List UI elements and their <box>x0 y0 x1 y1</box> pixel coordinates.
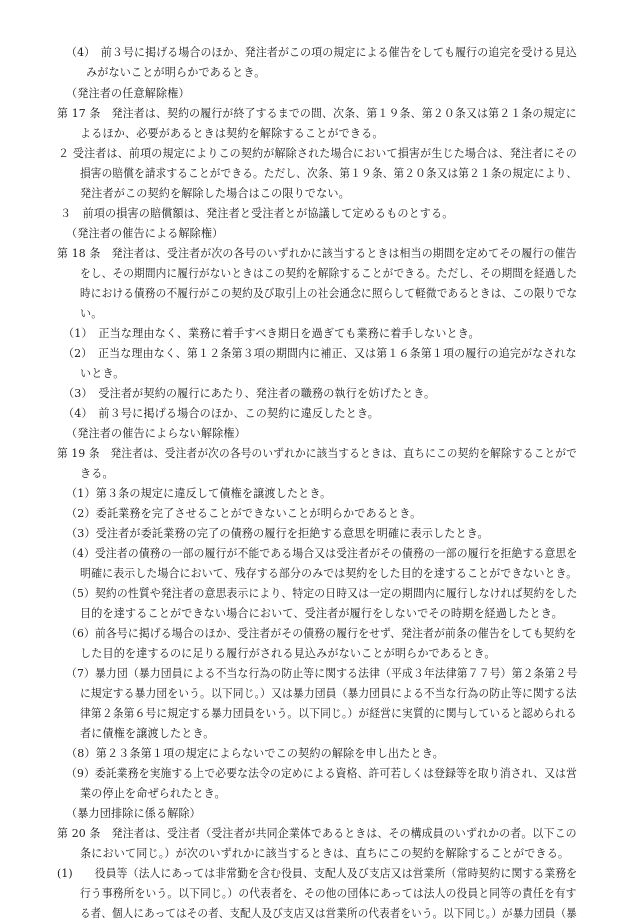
text-line: （7）暴力団（暴力団員による不当な行為の防止等に関する法律（平成３年法律第７７号）第２条第２号 <box>66 667 578 680</box>
text-line: きる。 <box>80 467 114 480</box>
text-line: （4） 前３号に掲げる場合のほか、発注者がこの項の規定による催告をしても履行の追完を受ける見込 <box>66 46 577 59</box>
text-line: 業の停止を命ぜられたとき。 <box>80 787 226 800</box>
text-line: （発注者の催告によらない解除権） <box>66 427 246 440</box>
text-line: 発注者がこの契約を解除した場合はこの限りでない。 <box>80 187 350 200</box>
text-line: （8）第２３条第１項の規定によらないでこの契約の解除を申し出たとき。 <box>66 747 444 760</box>
text-line: （2） 正当な理由なく、第１２条第３項の期間内に補正、又は第１６条第１項の履行の追完がなされな <box>63 347 577 360</box>
text-line: （3） 受注者が契約の履行にあたり、発注者の職務の執行を妨げたとき。 <box>63 387 436 400</box>
text-line: 第 18 条 発注者は、受注者が次の各号のいずれかに該当するときは相当の期間を定めてその履行の催告 <box>57 247 577 260</box>
text-line: 目的を達することができない場合において、受注者が履行をしないでその時期を経過したとき。 <box>80 607 563 620</box>
text-line: 律第２条第６号に規定する暴力団員をいう。以下同じ。）が経営に実質的に関与していると認められる <box>80 707 577 720</box>
text-line: ３ 前項の損害の賠償額は、発注者と受注者とが協議して定めるものとする。 <box>60 207 454 220</box>
text-line: をし、その期間内に履行がないときはこの契約を解除することができる。ただし、その期間を経過した <box>80 267 578 280</box>
text-line: 第 20 条 発注者は、受注者（受注者が共同企業体であるときは、その構成員のいずれかの者。以下この <box>57 827 577 840</box>
text-line: いとき。 <box>80 367 125 380</box>
text-line: （3）受注者が委託業務の完了の債務の履行を拒絶する意思を明確に表示したとき。 <box>66 527 489 540</box>
text-line: （4）受注者の債務の一部の履行が不能である場合又は受注者がその債務の一部の履行を拒絶する意思を <box>66 547 578 560</box>
text-line: 条において同じ。）が次のいずれかに該当するときは、直ちにこの契約を解除することができる。 <box>80 847 570 860</box>
text-line: 時における債務の不履行がこの契約及び取引上の社会通念に照らして軽微であるときは、この限りでな <box>80 287 578 300</box>
text-line: （9）委託業務を実施する上で必要な法令の定めによる資格、許可若しくは登録等を取り消され、又は営 <box>66 767 578 780</box>
text-line: （1） 正当な理由なく、業務に着手すべき期日を過ぎても業務に着手しないとき。 <box>63 327 480 340</box>
text-line: 者に債権を譲渡したとき。 <box>80 727 215 740</box>
text-line: ２ 受注者は、前項の規定によりこの契約が解除された場合において損害が生じた場合は、発注者にその <box>58 147 577 160</box>
text-line: （発注者の任意解除権） <box>66 87 190 100</box>
text-line: （2）委託業務を完了させることができないことが明らかであるとき。 <box>66 507 422 520</box>
text-line: みがないことが明らかであるとき。 <box>86 66 266 79</box>
text-line: した目的を達するのに足りる履行がされる見込みがないことが明らかであるとき。 <box>80 647 496 660</box>
text-line: 行う事務所をいう。以下同じ。）の代表者を、その他の団体にあっては法人の役員と同等の責任を有す <box>80 887 577 900</box>
text-line: 明確に表示した場合において、残存する部分のみでは契約をした目的を達することができないとき。 <box>80 567 578 580</box>
text-line: （1）第３条の規定に違反して債権を譲渡したとき。 <box>66 487 332 500</box>
text-line: る者、個人にあってはその者、支配人及び支店又は営業所の代表者をいう。以下同じ。）が暴力団員（暴 <box>80 907 577 920</box>
text-line: （4） 前３号に掲げる場合のほか、この契約に違反したとき。 <box>63 407 380 420</box>
text-line: 損害の賠償を請求することができる。ただし、次条、第１９条、第２０条又は第２１条の規定により、 <box>80 167 578 180</box>
text-line: 第 19 条 発注者は、受注者が次の各号のいずれかに該当するときは、直ちにこの契約を解除することがで <box>57 447 577 460</box>
text-line: （発注者の催告による解除権） <box>66 227 224 240</box>
text-line: （暴力団排除に係る解除） <box>66 807 201 820</box>
text-line: （5）契約の性質や発注者の意思表示により、特定の日時又は一定の期間内に履行しなければ契約をした <box>66 587 578 600</box>
text-line: よるほか、必要があるときは契約を解除することができる。 <box>80 127 384 140</box>
text-line: （6）前各号に掲げる場合のほか、受注者がその債務の履行をせず、発注者が前条の催告をしても契約を <box>66 627 577 640</box>
text-line: (1) 役員等（法人にあっては非常勤を含む役員、支配人及び支店又は営業所（常時契約に関する業務を <box>57 867 578 880</box>
text-line: に規定する暴力団をいう。以下同じ。）又は暴力団員（暴力団員による不当な行為の防止等に関する法 <box>80 687 577 700</box>
text-line: い。 <box>80 307 103 320</box>
text-line: 第 17 条 発注者は、契約の履行が終了するまでの間、次条、第１９条、第２０条又は第２１条の規定に <box>57 107 577 120</box>
